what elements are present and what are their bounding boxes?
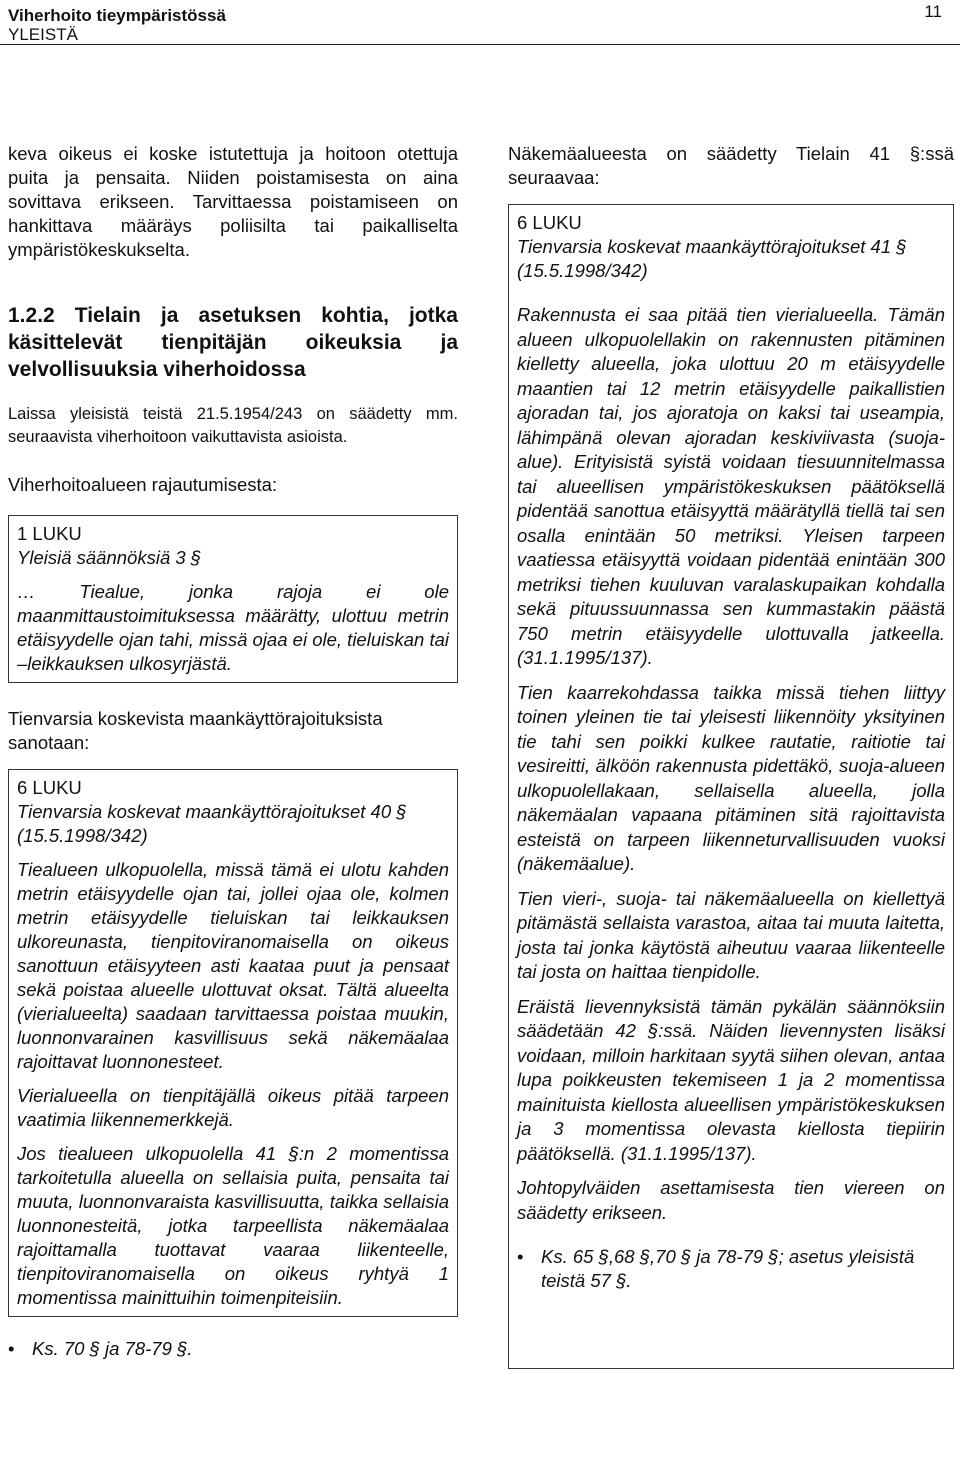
bullet-dot: • xyxy=(8,1338,15,1359)
box-paragraph: Eräistä lievennyksistä tämän pykälän säännöksiin säädetään 42 §:ssä. Näiden lievennysten lisäksi voidaan, milloin harkitaan syytä siihen olevan, antaa lupa poikkeusten tekemiseen 1 ja 2 momentissa mainituista kiellosta alueellisen ympäristökeskuksen ja 3 momentissa olevasta kiellosta tiepiirin päätöksellä. (31.1.1995/137). xyxy=(517,995,945,1164)
bullet-text: Ks. 70 § ja 78-79 §. xyxy=(32,1338,193,1359)
box-chapter: 1 LUKU xyxy=(17,523,82,544)
reference-bullet xyxy=(517,1245,945,1293)
running-header xyxy=(8,6,226,44)
box-paragraph: Jos tiealueen ulkopuolella 41 §:n 2 momentissa tarkoitetulla alueella on sellaisia puita, pensaita tai muuta, luonnonvaraista kasvillisuutta, taikka sellaisia luonnonesteitä, jotka tarpeellista näkemäalaa rajoittamalla tuottavat vaaraa liikenteelle, tienpitoviranomaisella on oikeus ryhtyä 1 momentissa mainittuihin toimenpiteisiin. xyxy=(17,1143,449,1308)
section-subtext: Laissa yleisistä teistä 21.5.1954/243 on säädetty mm. seuraavista viherhoitoon vaikuttavista asioista. xyxy=(8,405,458,446)
header-title: Viherhoito tieympäristössä xyxy=(8,6,226,25)
lead-rajautuminen: Viherhoitoalueen rajautumisesta: xyxy=(8,474,278,495)
box-paragraph: Vierialueella on tienpitäjällä oikeus pitää tarpeen vaatimia liikennemerkkejä. xyxy=(17,1085,449,1130)
page-number: 11 xyxy=(924,2,942,21)
box-chapter: 6 LUKU xyxy=(17,777,82,798)
bullet-text: Ks. 65 §,68 §,70 § ja 78-79 §; asetus yleisistä teistä 57 §. xyxy=(541,1246,915,1291)
box-title: Tienvarsia koskevat maankäyttörajoitukset 40 § (15.5.1998/342) xyxy=(17,801,407,846)
law-box-1-luku xyxy=(8,515,458,683)
box-title: Tienvarsia koskevat maankäyttörajoitukset 41 § (15.5.1998/342) xyxy=(517,236,907,281)
law-box-6-luku-41 xyxy=(508,204,954,1369)
left-column xyxy=(8,142,458,1361)
bullet-dot: • xyxy=(517,1246,524,1267)
box-paragraph: … Tiealue, jonka rajoja ei ole maanmittaustoimituksessa määrätty, ulottuu metrin etäisyydelle ojan tahi, missä ojaa ei ole, tieluiskan tai –leikkauksen ulkosyrjästä. xyxy=(17,581,449,674)
box-paragraph: Rakennusta ei saa pitää tien vierialueella. Tämän alueen ulkopuolellakin on rakennusten pitäminen kielletty alueella, joka ulottuu 20 m etäisyydelle maantien tai 12 metrin etäisyydelle paikallistien ajoradan tai, jos ajoratoja on kaksi tai useampia, lähimpänä olevan ajoradan keskiviivasta (suoja-alue). Erityisistä syistä voidaan tiesuunnitelmassa tai alueellisen ympäristökeskuksen päätöksellä pidentää sanottua etäisyyttä määrätyllä tiellä tai sen osalla enintään 50 metriksi. Yleisen tarpeen vaatiessa etäisyyttä voidaan pidentää enintään 300 metriksi tiehen kuuluvan varalaskupaikan kohdalla sekä pituussuunnassa sen kummastakin päästä 750 metrin etäisyydelle ulottuvalla jatkeella. (31.1.1995/137). xyxy=(517,304,945,668)
right-column xyxy=(508,142,954,1369)
box-paragraph: Tien kaarrekohdassa taikka missä tiehen liittyy toinen yleinen tie tai yleisesti liikennöity yksityinen tie tahi sen poikki kulkee rautatie, raitiotie tai vesireitti, älköön rakennusta pidettäkö, suoja-alueen ulkopuolellakaan, sellaisella alueella, jolla näkemäalan vapaana pitäminen sitä rajoittavista esteistä on tarpeen liikenneturvallisuuden vuoksi (näkemäalue). xyxy=(517,681,945,874)
lead-nakemaalue: Näkemäalueesta on säädetty Tielain 41 §:ssä seuraavaa: xyxy=(508,143,954,188)
box-paragraph: Johtopylväiden asettamisesta tien viereen on säädetty erikseen. xyxy=(517,1177,945,1223)
intro-paragraph: keva oikeus ei koske istutettuja ja hoitoon otettuja puita ja pensaita. Niiden poistamisesta on aina sovittava erikseen. Tarvittaessa poistamiseen on hankittava määräys poliisilta tai paikalliselta ympäristökeskukselta. xyxy=(8,143,458,260)
box-paragraph: Tiealueen ulkopuolella, missä tämä ei ulotu kahden metrin etäisyydelle ojan tai, jollei ojaa ole, kolmen metrin etäisyydelle tieluiskan tai leikkauksen ulkoreunasta, tienpitoviranomaisella on oikeus sanottuun etäisyyteen asti kaataa puut ja pensaat sekä poistaa alueelle ulottuvat oksat. Tältä alueelta (vierialueelta) saadaan tarvittaessa poistaa muukin, luonnonvarainen kasvillisuus sekä näkemäalaa rajoittavat luonnonesteet. xyxy=(17,859,449,1072)
law-box-6-luku-40 xyxy=(8,769,458,1317)
header-rule xyxy=(0,44,960,45)
box-title: Yleisiä säännöksiä 3 § xyxy=(17,547,202,568)
reference-bullet xyxy=(8,1337,458,1361)
box-paragraph: Tien vieri-, suoja- tai näkemäalueella on kiellettyä pitämästä sellaista varastoa, aitaa tai muuta laitetta, josta tai jonka käytöstä aiheutuu vaaraa liikenteelle tai josta on haittaa tienpidolle. xyxy=(517,887,945,982)
box-chapter: 6 LUKU xyxy=(517,212,582,233)
header-section: YLEISTÄ xyxy=(8,25,78,44)
lead-maankaytto: Tienvarsia koskevista maankäyttörajoituksista sanotaan: xyxy=(8,708,383,753)
section-heading: 1.2.2 Tielain ja asetuksen kohtia, jotka käsittelevät tienpitäjän oikeuksia ja velvollisuuksia viherhoidossa xyxy=(8,304,458,381)
